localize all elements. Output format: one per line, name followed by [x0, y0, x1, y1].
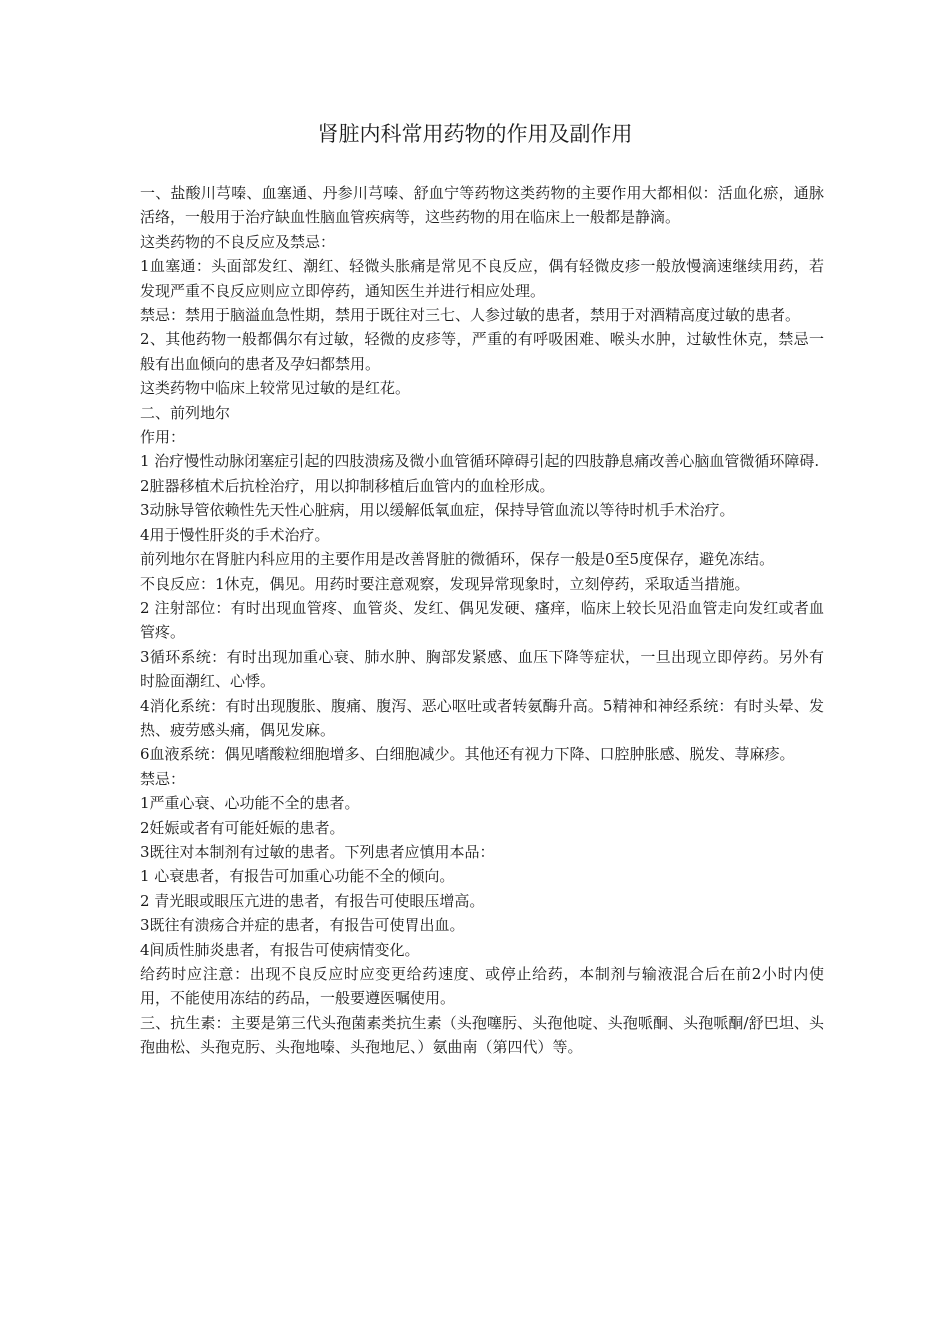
paragraph: 4消化系统：有时出现腹胀、腹痛、腹泻、恶心呕吐或者转氨酶升高。5精神和神经系统：有时头晕、发热、疲劳感头痛，偶见发麻。 [140, 696, 824, 739]
paragraph: 一、盐酸川芎嗪、血塞通、丹参川芎嗪、舒血宁等药物这类药物的主要作用大都相似：活血化瘀，通脉活络，一般用于治疗缺血性脑血管疾病等，这些药物的用在临床上一般都是静滴。 [140, 184, 824, 227]
paragraph: 3循环系统：有时出现加重心衰、肺水肿、胸部发紧感、血压下降等症状，一旦出现立即停药。另外有时脸面潮红、心悸。 [140, 647, 824, 691]
paragraph: 4用于慢性肝炎的手术治疗。 [140, 525, 330, 544]
paragraph: 给药时应注意：出现不良反应时应变更给药速度、或停止给药，本制剂与输液混合后在前2小时内使用，不能使用冻结的药品，一般要遵医嘱使用。 [140, 965, 824, 1008]
paragraph: 2 注射部位：有时出现血管疼、血管炎、发红、偶见发硬、瘙痒，临床上较长见沿血管走向发红或者血管疼。 [140, 598, 824, 642]
paragraph: 1 治疗慢性动脉闭塞症引起的四肢溃疡及微小血管循环障碍引起的四肢静息痛改善心脑血管微循环障碍. [140, 452, 820, 471]
paragraph: 禁忌： [140, 769, 186, 788]
document-title: 肾脏内科常用药物的作用及副作用 [317, 122, 633, 146]
paragraph: 2妊娠或者有可能妊娠的患者。 [140, 818, 345, 837]
paragraph: 不良反应：1休克，偶见。用药时要注意观察，发现异常现象时，立刻停药，采取适当措施。 [140, 574, 750, 593]
paragraph: 3动脉导管依赖性先天性心脏病，用以缓解低氧血症，保持导管血流以等待时机手术治疗。 [140, 501, 735, 520]
paragraph: 6血液系统：偶见嗜酸粒细胞增多、白细胞减少。其他还有视力下降、口腔肿胀感、脱发、荨麻疹。 [140, 745, 795, 764]
paragraph: 这类药物的不良反应及禁忌： [140, 232, 336, 251]
paragraph: 2脏器移植术后抗栓治疗，用以抑制移植后血管内的血栓形成。 [140, 476, 555, 495]
paragraph: 2 青光眼或眼压亢进的患者，有报告可使眼压增高。 [140, 891, 485, 910]
paragraph: 禁忌：禁用于脑溢血急性期，禁用于既往对三七、人参过敏的患者，禁用于对酒精高度过敏的患者。 [140, 306, 801, 325]
document-body [140, 181, 824, 1060]
paragraph: 这类药物中临床上较常见过敏的是红花。 [140, 379, 411, 398]
paragraph: 3既往对本制剂有过敏的患者。下列患者应慎用本品： [140, 842, 495, 861]
paragraph: 3既往有溃疡合并症的患者，有报告可使胃出血。 [140, 916, 465, 935]
paragraph: 作用： [140, 428, 186, 447]
paragraph: 1血塞通：头面部发红、潮红、轻微头胀痛是常见不良反应，偶有轻微皮疹一般放慢滴速继续用药，若发现严重不良反应则应立即停药，通知医生并进行相应处理。 [140, 257, 824, 300]
paragraph: 2、其他药物一般都偶尔有过敏，轻微的皮疹等，严重的有呼吸困难、喉头水肿，过敏性休克，禁忌一般有出血倾向的患者及孕妇都禁用。 [140, 330, 824, 373]
paragraph: 4间质性肺炎患者，有报告可使病情变化。 [140, 940, 420, 959]
paragraph: 1 心衰患者，有报告可加重心功能不全的倾向。 [140, 867, 455, 886]
section-heading: 二、前列地尔 [140, 403, 231, 422]
section-heading: 三、抗生素：主要是第三代头孢菌素类抗生素（头孢噻肟、头孢他啶、头孢哌酮、头孢哌酮/舒巴坦、头孢曲松、头孢克肟、头孢地嗪、头孢地尼、）氨曲南（第四代）等。 [140, 1013, 824, 1057]
paragraph: 前列地尔在肾脏内科应用的主要作用是改善肾脏的微循环，保存一般是0至5度保存，避免冻结。 [140, 550, 775, 569]
paragraph: 1严重心衰、心功能不全的患者。 [140, 794, 360, 813]
